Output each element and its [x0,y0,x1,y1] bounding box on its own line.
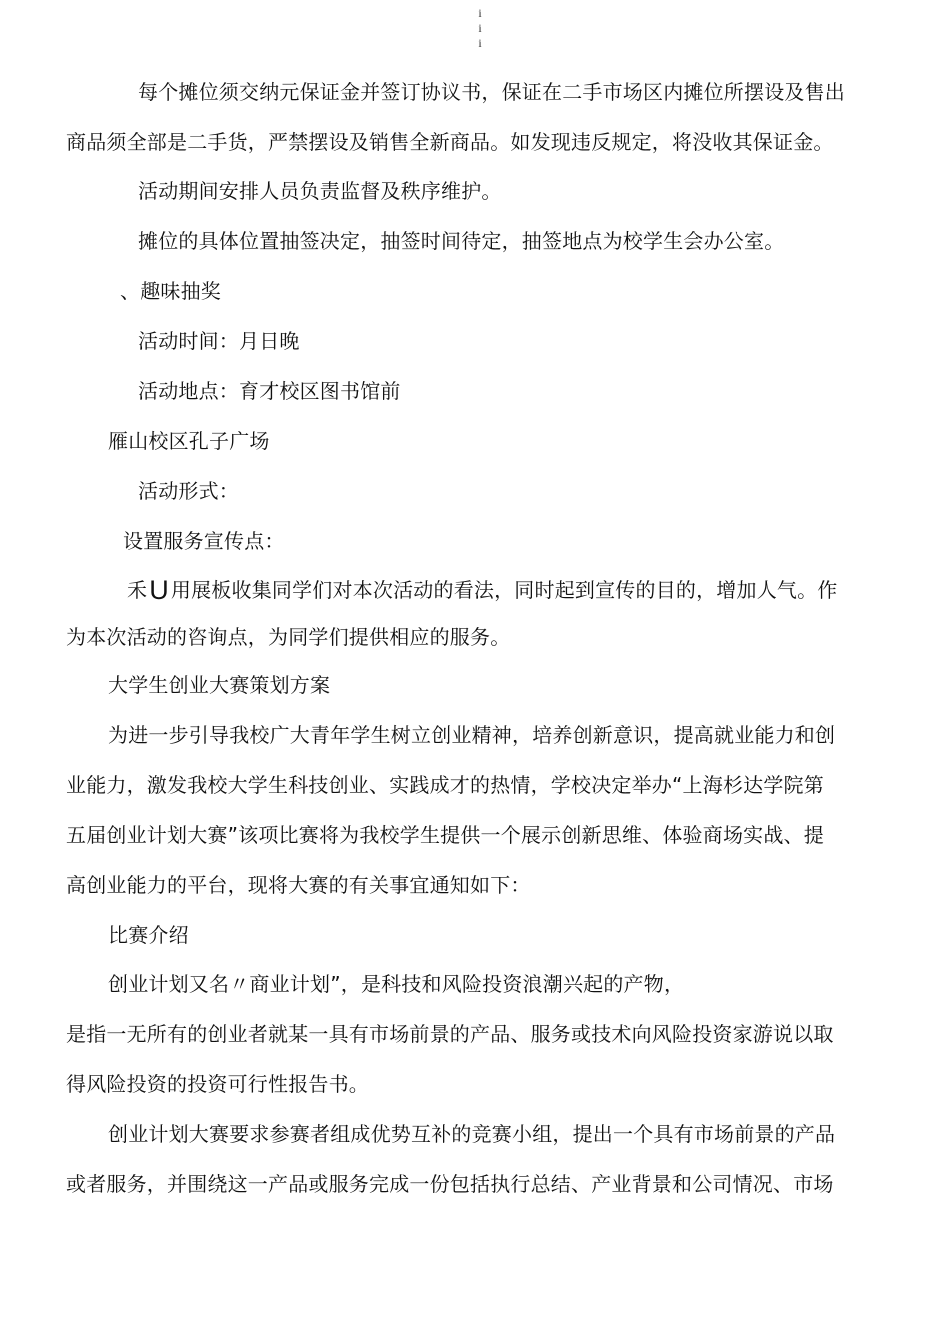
document-title: 大学生创业大赛策划方案 [108,673,331,697]
paragraph-line: 五届创业计划大赛”该项比赛将为我校学生提供一个展示创新思维、体验商场实战、提 [66,823,824,847]
paragraph-line: 创业计划大赛要求参赛者组成优势互补的竞赛小组，提出一个具有市场前景的产品 [108,1122,836,1146]
paragraph-line: 活动地点：育才校区图书馆前 [138,379,401,403]
paragraph-line: 高创业能力的平台，现将大赛的有关事宜通知如下： [66,873,531,897]
paragraph-line: 得风险投资的投资可行性报告书。 [66,1072,369,1096]
paragraph-line: 商品须全部是二手货，严禁摆设及销售全新商品。如发现违反规定，将没收其保证金。 [66,130,834,154]
header-mark-char: i [478,21,482,35]
paragraph-line: 为本次活动的咨询点，为同学们提供相应的服务。 [66,625,511,649]
line-prefix: 禾 [127,578,148,602]
line-text: 用展板收集同学们对本次活动的看法，同时起到宣传的目的，增加人气。作 [170,578,838,602]
paragraph-line: 活动时间：月日晚 [138,329,300,353]
paragraph-line: 是指一无所有的创业者就某一具有市场前景的产品、服务或技术向风险投资家游说以取 [66,1022,834,1046]
paragraph-line: 为进一步引导我校广大青年学生树立创业精神，培养创新意识，提高就业能力和创 [108,723,836,747]
paragraph-line [127,577,838,603]
paragraph-line: 雁山校区孔子广场 [108,429,270,453]
section-heading: 比赛介绍 [108,923,189,947]
paragraph-line: 创业计划又名〃商业计划”，是科技和风险投资浪潮兴起的产物， [108,972,685,996]
header-mark-char: i [478,6,482,20]
header-mark-char: i [478,36,482,50]
paragraph-line: 业能力，激发我校大学生科技创业、实践成才的热情，学校决定举办“上海杉达学院第 [66,773,824,797]
paragraph-line: 设置服务宣传点： [123,529,285,553]
paragraph-line: 活动形式： [138,479,239,503]
paragraph-line: 摊位的具体位置抽签决定，抽签时间待定，抽签地点为校学生会办公室。 [138,229,785,253]
header-mark [474,6,486,51]
large-letter: U [149,575,169,605]
paragraph-line: 每个摊位须交纳元保证金并签订协议书，保证在二手市场区内摊位所摆设及售出 [138,80,845,104]
paragraph-line: 或者服务，并围绕这一产品或服务完成一份包括执行总结、产业背景和公司情况、市场 [66,1172,834,1196]
section-heading: 、趣味抽奖 [120,279,221,303]
paragraph-line: 活动期间安排人员负责监督及秩序维护。 [138,179,502,203]
